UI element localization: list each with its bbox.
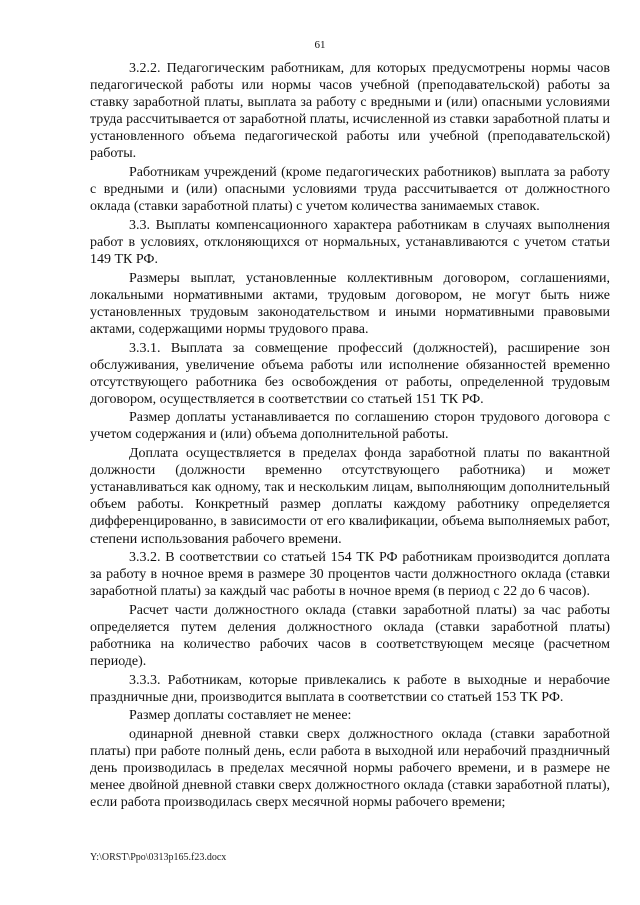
paragraph-hourly-calculation: Расчет части должностного оклада (ставки заработной платы) за час работы определяется путем деления должностного оклада (ставки заработной платы) работника на количество рабочих часов в соответствующем месяце (расчетном периоде).	[90, 602, 610, 670]
paragraph-3-2-2: 3.2.2. Педагогическим работникам, для которых предусмотрены нормы часов педагогической работы или нормы часов учебной (преподавательской) работы за ставку заработной платы, выплата за работу с вредными и (или) опасными условиями труда рассчитывается от заработной платы, исчисленной из ставки заработной платы и установленного объема педагогической работы или учебной (преподавательской) работы.	[90, 61, 610, 162]
paragraph-surcharge-size: Размер доплаты устанавливается по соглашению сторон трудового договора с учетом содержания и (или) объема дополнительной работы.	[90, 410, 610, 443]
paragraph-3-3: 3.3. Выплаты компенсационного характера работникам в случаях выполнения работ в условиях, отклоняющихся от нормальных, устанавливаются с учетом статьи 149 ТК РФ.	[90, 217, 610, 268]
page-number: 61	[314, 39, 326, 51]
paragraph-non-pedagogical-staff: Работникам учреждений (кроме педагогических работников) выплата за работу с вредными и (или) опасными условиями труда рассчитывается от должностного оклада (ставки заработной платы) с учетом количества занимаемых ставок.	[90, 165, 610, 215]
document-body	[90, 60, 610, 813]
paragraph-surcharge-fund: Доплата осуществляется в пределах фонда заработной платы по вакантной должности (должности временно отсутствующего работника) и может устанавливаться как одному, так и нескольким лицам, выполняющим дополнительный объем работы. Конкретный размер доплаты каждому работнику определяется дифференцированно, в зависимости от его квалификации, объема выполняемых работ, степени использования рабочего времени.	[90, 446, 610, 547]
paragraph-surcharge-minimum: Размер доплаты составляет не менее:	[129, 708, 352, 724]
paragraph-payment-amounts: Размеры выплат, установленные коллективным договором, соглашениями, локальными нормативными актами, трудовым договором, не могут быть ниже установленных трудовым законодательством и иными нормативными правовыми актами, содержащими нормы трудового права.	[90, 270, 610, 337]
paragraph-3-3-1: 3.3.1. Выплата за совмещение профессий (должностей), расширение зон обслуживания, увеличение объема работы или исполнение обязанностей временно отсутствующего работника без освобождения от работы, определенной трудовым договором, осуществляется в соответствии со статьей 151 ТК РФ.	[90, 340, 610, 407]
paragraph-3-3-3: 3.3.3. Работникам, которые привлекались к работе в выходные и нерабочие праздничные дни, производится выплата в соответствии со статьей 153 ТК РФ.	[90, 672, 610, 705]
footer-file-path: Y:\ORST\Ppo\0313p165.f23.docx	[90, 852, 227, 863]
paragraph-3-3-2: 3.3.2. В соответствии со статьей 154 ТК РФ работникам производится доплата за работу в ночное время в размере 30 процентов части должностного оклада (ставки заработной платы) за каждый час работы в ночное время (в период с 22 до 6 часов).	[90, 550, 610, 600]
paragraph-single-daily-rate: одинарной дневной ставки сверх должностного оклада (ставки заработной платы) при работе полный день, если работа в выходной или нерабочий праздничный день производилась в пределах месячной нормы рабочего времени, и в размере не менее двойной дневной ставки сверх должностного оклада (ставки заработной платы), если работа производилась сверх месячной нормы рабочего времени;	[90, 727, 610, 811]
